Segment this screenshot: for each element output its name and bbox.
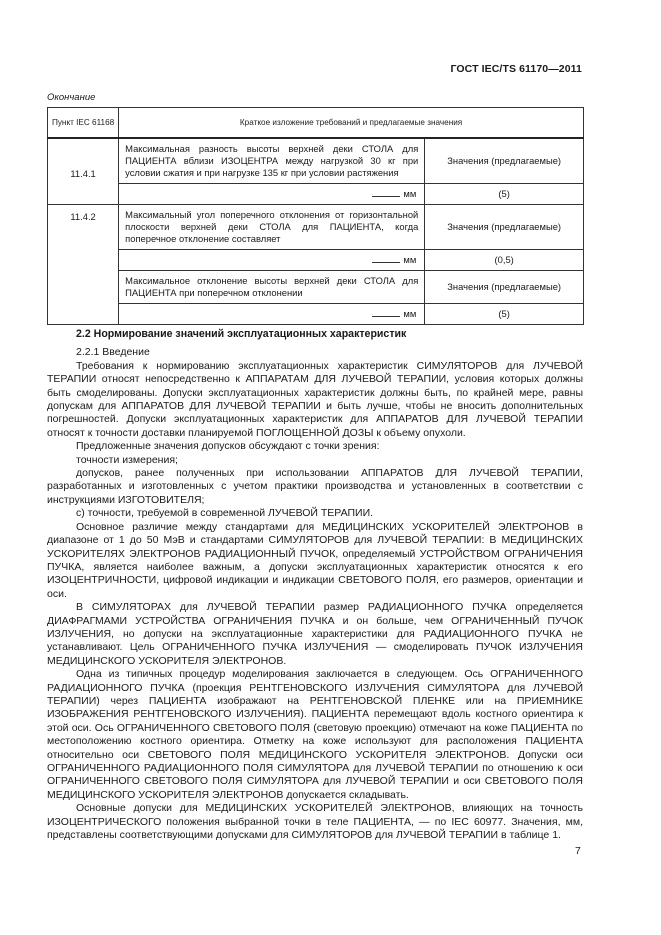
requirement-text: Максимальная разность высоты верхней деки СТОЛА для ПАЦИЕНТА вблизи ИЗОЦЕНТРА между нагрузкой 30 кг при условии сжатия и при нагрузке 135 кг при условии растяжения bbox=[119, 138, 425, 184]
table-row bbox=[48, 138, 584, 184]
paragraph: Одна из типичных процедур моделирования заключается в следующем. Ось ОГРАНИЧЕННОГО РАДИАЦИОННОГО ПУЧКА (проекция РЕНТГЕНОВСКОГО ИЗЛУЧЕНИЯ СИМУЛЯТОРА для ЛУЧЕВОЙ ТЕРАПИИ) через ПАЦИЕНТА изображают на РЕНТГЕНОВСКОЙ ПЛЕНКЕ или на ПРИЕМНИКЕ ИЗОБРАЖЕНИЯ РЕНТГЕНОВСКОГО ИЗЛУЧЕНИЯ). ПАЦИЕНТА перемещают вдоль костного ориентира к этой оси. Ось ОГРАНИЧЕННОГО СВЕТОВОГО ПОЛЯ (световую проекцию) отмечают на коже ПАЦИЕНТА по местоположению костного ориентира. Отметку на коже используют для расположения ПАЦИЕНТА относительно оси СВЕТОВОГО ПОЛЯ МЕДИЦИНСКОГО УСКОРИТЕЛЯ ЭЛЕКТРОНОВ. Допуски оси ОГРАНИЧЕННОГО РАДИАЦИОННОГО ПОЛЯ СИМУЛЯТОРА для ЛУЧЕВОЙ ТЕРАПИИ по отношению к оси ОГРАНИЧЕННОГО СВЕТОВОГО ПОЛЯ СИМУЛЯТОРА для ЛУЧЕВОЙ ТЕРАПИИ и оси СВЕТОВОГО ПОЛЯ МЕДИЦИНСКОГО УСКОРИТЕЛЯ ЭЛЕКТРОНОВ допускается складывать. bbox=[47, 668, 583, 801]
header-item: Пункт IEC 61168 bbox=[48, 108, 119, 139]
unit-cell bbox=[119, 304, 425, 325]
list-item: допусков, ранее полученных при использовании АППАРАТОВ ДЛЯ ЛУЧЕВОЙ ТЕРАПИИ, разработанных и изготовленных с учетом практики производства и установленных в соответствии с инструкциями ИЗГОТОВИТЕЛЯ; bbox=[47, 467, 583, 506]
document-header: ГОСТ IEC/TS 61170—2011 bbox=[450, 63, 582, 75]
blank-line bbox=[372, 188, 400, 197]
value-label: Значения (предлагаемые) bbox=[425, 271, 584, 304]
value-label: Значения (предлагаемые) bbox=[425, 138, 584, 184]
paragraph: Основные допуски для МЕДИЦИНСКИХ УСКОРИТЕЛЕЙ ЭЛЕКТРОНОВ, влияющих на точность ИЗОЦЕНТРИЧЕСКОГО положения выбранной точки в теле ПАЦИЕНТА, — по IEC 60977. Значения, мм, представлены соответствующими допусками для СИМУЛЯТОРОВ для ЛУЧЕВОЙ ТЕРАПИИ в таблице 1. bbox=[47, 802, 583, 842]
header-summary: Краткое изложение требований и предлагаемые значения bbox=[119, 108, 584, 139]
list-item: с) точности, требуемой в современной ЛУЧЕВОЙ ТЕРАПИИ. bbox=[76, 507, 374, 520]
table-row bbox=[48, 250, 584, 271]
paragraph: Требования к нормированию эксплуатационных характеристик СИМУЛЯТОРОВ для ЛУЧЕВОЙ ТЕРАПИИ относят непосредственно к АППАРАТАМ ДЛЯ ЛУЧЕВОЙ ТЕРАПИИ, условия которых должны быть смоделированы. Допуски эксплуатационных характеристик должны быть, по крайней мере, равны допускам для АППАРАТОВ ДЛЯ ЛУЧЕВОЙ ТЕРАПИИ и быть лучше, чтобы не вносить дополнительных погрешностей. Допуски эксплуатационных характеристик для АППАРАТОВ ДЛЯ ЛУЧЕВОЙ ТЕРАПИИ относят к точности доставки планируемой ПОГЛОЩЕННОЙ ДОЗЫ к объему опухоли. bbox=[47, 359, 583, 439]
unit-cell bbox=[119, 184, 425, 205]
table-row bbox=[48, 304, 584, 325]
value-cell: (0,5) bbox=[425, 250, 584, 271]
unit-cell bbox=[119, 250, 425, 271]
list-item: точности измерения; bbox=[76, 453, 178, 466]
value-cell: (5) bbox=[425, 304, 584, 325]
unit-label: мм bbox=[403, 308, 417, 319]
table-row bbox=[48, 271, 584, 304]
table-row bbox=[48, 184, 584, 205]
table-header-row bbox=[48, 108, 584, 139]
requirement-text: Максимальное отклонение высоты верхней деки СТОЛА для ПАЦИЕНТА при поперечном отклонении bbox=[119, 271, 425, 304]
item-number: 11.4.1 bbox=[48, 138, 119, 205]
table-row bbox=[48, 205, 584, 250]
unit-label: мм bbox=[403, 254, 417, 265]
paragraph: В СИМУЛЯТОРАХ для ЛУЧЕВОЙ ТЕРАПИИ размер РАДИАЦИОННОГО ПУЧКА определяется ДИАФРАГМАМИ УСТРОЙСТВА ОГРАНИЧЕНИЯ ПУЧКА и он больше, чем ОГРАНИЧЕННЫЙ ПУЧОК ИЗЛУЧЕНИЯ, но допуски на эксплуатационные характеристики для РАДИАЦИОННОГО ПУЧКА не устанавливают. Цель ОГРАНИЧЕННОГО ПУЧКА ИЗЛУЧЕНИЯ — смоделировать ПУЧОК ИЗЛУЧЕНИЯ МЕДИЦИНСКОГО УСКОРИТЕЛЯ ЭЛЕКТРОНОВ. bbox=[47, 601, 583, 667]
requirements-table bbox=[47, 107, 584, 325]
page-number: 7 bbox=[575, 845, 581, 857]
paragraph: Основное различие между стандартами для МЕДИЦИНСКИХ УСКОРИТЕЛЕЙ ЭЛЕКТРОНОВ в диапазоне от 1 до 50 МэВ и стандартами СИМУЛЯТОРОВ для ЛУЧЕВОЙ ТЕРАПИИ: В МЕДИЦИНСКИХ УСКОРИТЕЛЯХ ЭЛЕКТРОНОВ РАДИАЦИОННЫЙ ПУЧОК, определяемый УСТРОЙСТВОМ ОГРАНИЧЕНИЯ ПУЧКА, является наиболее важным, а допуски эксплуатационных характеристик относятся к его ИЗОЦЕНТРИЧНОСТИ, цифровой индикации и индикации СВЕТОВОГО ПОЛЯ, его размеров, ориентации и оси. bbox=[47, 520, 583, 600]
item-number: 11.4.2 bbox=[48, 205, 119, 325]
subsection-title: 2.2.1 Введение bbox=[76, 346, 150, 359]
requirement-text: Максимальный угол поперечного отклонения от горизонтальной плоскости верхней деки СТОЛА для ПАЦИЕНТА, когда поперечное отклонение составляет bbox=[119, 205, 425, 250]
paragraph: Предложенные значения допусков обсуждают с точки зрения: bbox=[76, 440, 380, 453]
value-label: Значения (предлагаемые) bbox=[425, 205, 584, 250]
table-caption: Окончание bbox=[47, 92, 96, 103]
unit-label: мм bbox=[403, 188, 417, 199]
blank-line bbox=[372, 308, 400, 317]
section-body bbox=[47, 328, 583, 842]
blank-line bbox=[372, 254, 400, 263]
section-title: 2.2 Нормирование значений эксплуатационных характеристик bbox=[76, 328, 407, 340]
value-cell: (5) bbox=[425, 184, 584, 205]
